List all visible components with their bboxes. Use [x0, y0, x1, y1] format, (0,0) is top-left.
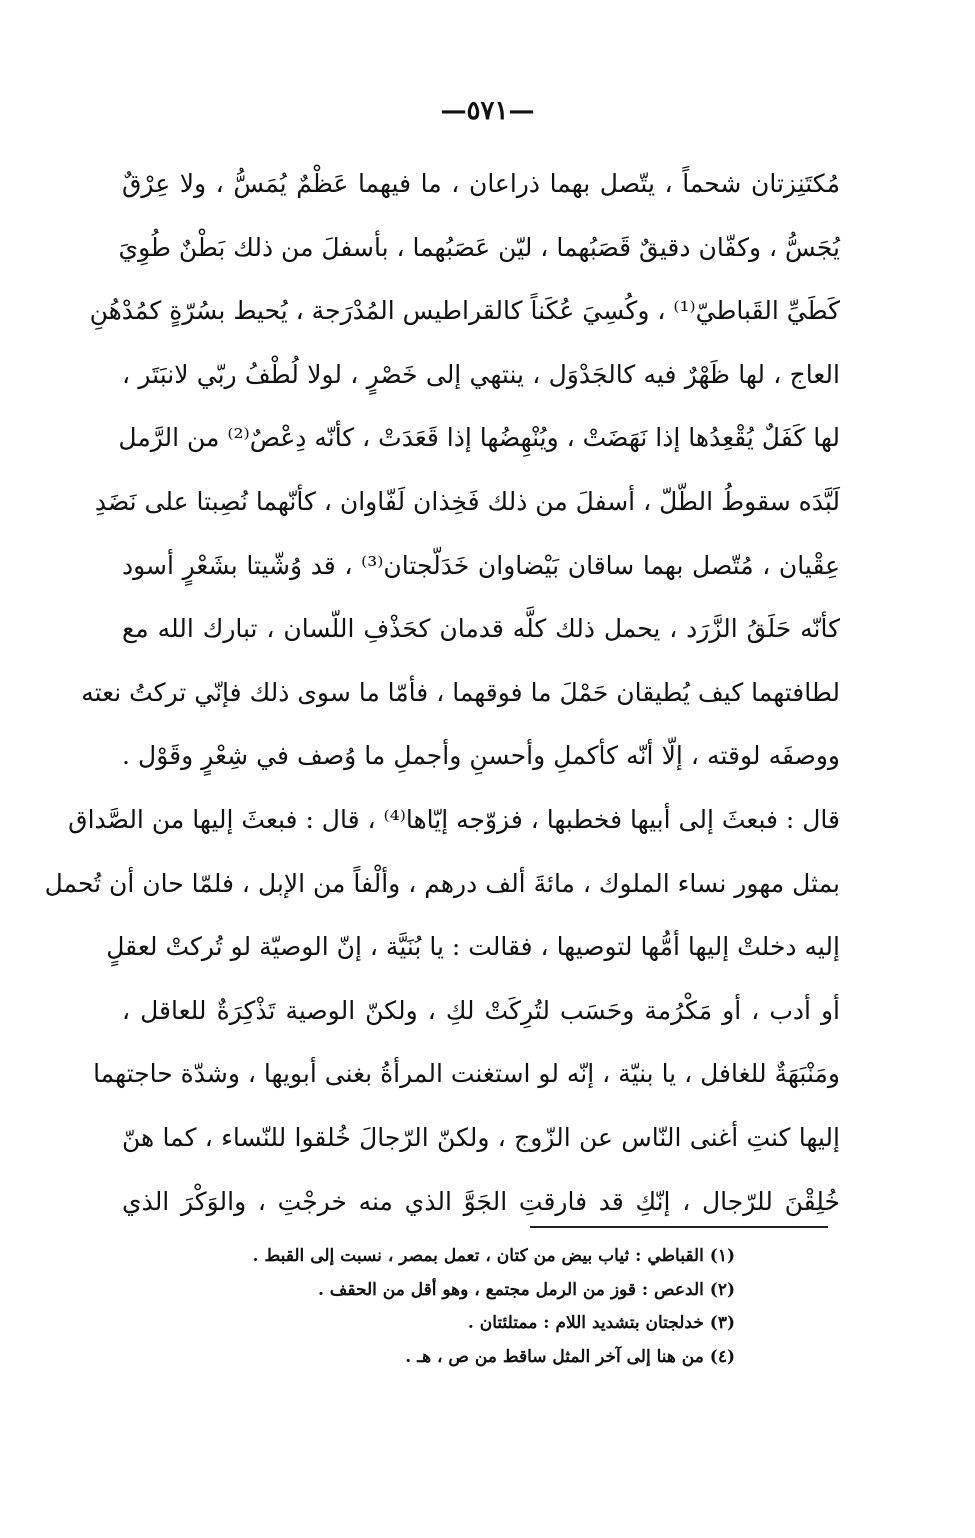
footnote-item: (٣) خدلجتان بتشديد اللام : ممتلئتان .	[467, 1313, 735, 1333]
text-line: ووصفَه لوقته ، إلّا أنّه كأكملِ وأحسنِ وأجملِ ما وُصف في شِعْرٍ وقَوْل .	[122, 741, 840, 771]
text-line: كأنّه حَلَقُ الزَّرَد ، يحمل ذلك كلَّه قدمان كحَذْفِ اللّسان ، تبارك الله مع	[122, 614, 840, 644]
text-line: إليه دخلتْ إليها أمُّها لتوصيها ، فقالت : يا بُنَيَّة ، إنّ الوصيّة لو تُركتْ لعقلٍ	[106, 932, 840, 962]
footnote-item: (١) القباطي : ثياب بيض من كتان ، تعمل بمصر ، نسبت إلى القبط .	[252, 1246, 735, 1266]
text-line: قال : فبعثَ إلى أبيها فخطبها ، فزوّجه إيّاها⁽⁴⁾ ، قال : فبعثَ إليها من الصَّداق	[68, 804, 840, 834]
footnote-item: (٤) من هنا إلى آخر المثل ساقط من ص ، هـ .	[405, 1346, 735, 1367]
body-text	[44, 152, 841, 1233]
text-line: العاج ، لها ظَهْرٌ فيه كالجَدْوَل ، ينتهي إلى خَصْرٍ ، لولا لُطْفُ ربّي لانبَتَر ،	[122, 359, 840, 389]
footnote-separator	[530, 1226, 828, 1228]
text-line: لها كَفَلٌ يُقْعِدُها إذا نَهَضَتْ ، ويُنْهِضُها إذا قَعَدَتْ ، كأنّه دِعْصٌ⁽²⁾ من الرَّمل	[118, 423, 840, 453]
text-line: يُجَسُّ ، وكفّان دقيقٌ قَصَبُهما ، ليّن عَصَبُهما ، بأسفلَ من ذلك بَطْنٌ طُوِيَ	[118, 232, 840, 262]
text-line: مُكتَنِزتان شحماً ، يتّصل بهما ذراعان ، ما فيهما عَظْمٌ يُمَسُّ ، ولا عِرْقٌ	[122, 169, 840, 198]
text-line: لَبَّدَه سقوطُ الطّلّ ، أسفلَ من ذلك فَخِذان لَفّاوان ، كأنّهما نُصِبتا على نَضَدِ	[94, 486, 840, 516]
text-line: ومَنْبَهَةٌ للغافل ، يا بنيّة ، إنّه لو استغنت المرأةُ بغنى أبويها ، وشدّة حاجتهما	[93, 1059, 840, 1089]
text-line: بمثل مهور نساء الملوك ، مائةَ ألف درهم ، وألْفاً من الإبل ، فلمّا حان أن تُحمل	[44, 868, 840, 898]
text-line: كَطَيِّ القَباطيّ⁽¹⁾ ، وكُسِيَ عُكَناً كالقراطيس المُدْرَجة ، يُحيط بسُرّةٍ كمُدْهُنِ	[89, 296, 840, 326]
text-line: أو أدب ، أو مَكْرُمة وحَسَب لتُرِكَتْ لكِ ، ولكنّ الوصية تَذْكِرَةٌ للعاقل ،	[122, 995, 840, 1025]
text-line: عِقْيان ، مُتّصل بهما ساقان بَيْضاوان خَدَلّجتان⁽³⁾ ، قد وُشّيتا بشَعْرٍ أسود	[122, 550, 841, 580]
text-line: إليها كنتِ أغنى النّاس عن الزّوج ، ولكنّ الرّجالَ خُلقوا للنّساء ، كما هنّ	[122, 1122, 840, 1152]
page-number: —٥٧١—	[440, 96, 535, 126]
text-line: خُلِقْنَ للرّجال ، إنّكِ قد فارقتِ الجَوَّ الذي منه خرجْتِ ، والوَكْرَ الذي	[122, 1186, 840, 1216]
text-line: لطافتهما كيف يُطيقان حَمْلَ ما فوقهما ، فأمّا ما سوى ذلك فإنّي تركتُ نعته	[81, 677, 840, 707]
footnote-item: (٢) الدعص : قوز من الرمل مجتمع ، وهو أقل من الحقف .	[317, 1279, 735, 1300]
footnotes	[180, 1240, 735, 1374]
